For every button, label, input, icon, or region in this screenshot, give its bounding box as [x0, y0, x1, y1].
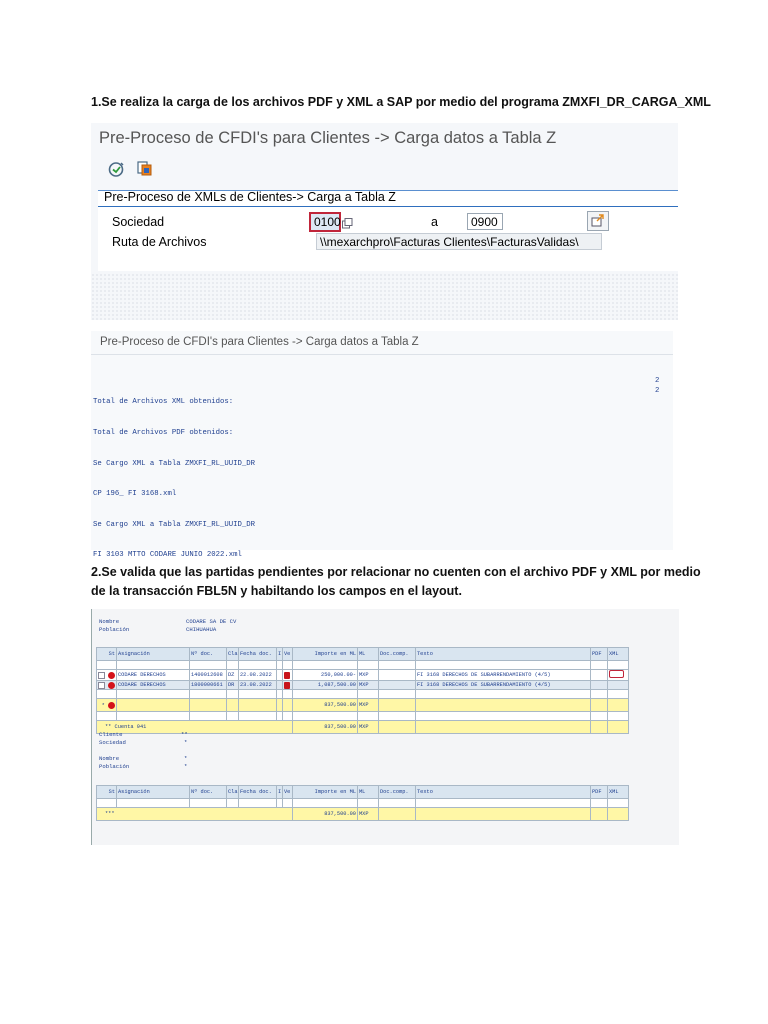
column-header[interactable]: XML [608, 648, 629, 661]
total-importe: 837,500.00 [293, 808, 358, 821]
subtotal-ml: MXP [358, 699, 379, 712]
ruta-input[interactable]: \\mexarchpro\Facturas Clientes\FacturasValidas\ [316, 233, 602, 250]
selection-panel [98, 190, 678, 271]
log-line: Total de Archivos XML obtenidos: [93, 398, 234, 407]
ml-cell: MXP [358, 670, 379, 681]
totals-table [96, 785, 629, 821]
column-header[interactable]: Nº doc. [190, 648, 227, 661]
column-header[interactable]: Cla [227, 786, 239, 799]
sociedad-label: Sociedad [112, 215, 165, 229]
pdf-cell[interactable] [591, 681, 608, 690]
log-line: Se Cargo XML a Tabla ZMXFI_RL_UUID_DR [93, 520, 256, 529]
column-header[interactable]: Cla [227, 648, 239, 661]
title-bar [91, 123, 678, 155]
nombre-label: Nombre [99, 618, 120, 625]
xml-cell[interactable] [608, 681, 629, 690]
sociedad-from-input[interactable]: 0100 [309, 212, 341, 232]
log-line: Se Cargo XML a Tabla ZMXFI_RL_UUID_DR [93, 459, 256, 468]
due-status-icon [284, 672, 290, 679]
grand-total-row[interactable] [97, 808, 629, 821]
row-checkbox[interactable] [98, 682, 105, 689]
table-spacer-row [97, 712, 629, 721]
selection-screen [91, 123, 678, 320]
step-1-text: 1.Se realiza la carga de los archivos PDF y XML a SAP por medio del programa ZMXFI_DR_CARGA_XML [91, 95, 711, 109]
nombre2-label: Nombre [99, 755, 120, 762]
log-line: CP 196_ FI 3168.xml [93, 490, 177, 499]
execute-icon[interactable] [108, 161, 125, 183]
column-header[interactable]: Ve [283, 786, 293, 799]
column-header[interactable]: Fecha doc. [239, 648, 277, 661]
cuenta-importe: 837,500.00 [293, 721, 358, 734]
pdf-count: 2 [655, 387, 660, 395]
panel-title: Pre-Proceso de XMLs de Clientes-> Carga a Tabla Z [104, 190, 396, 204]
pdf-cell[interactable] [591, 670, 608, 681]
log-line: FI 3103 MTTO CODARE JUNIO 2022.xml [93, 551, 242, 560]
log-divider [91, 354, 673, 355]
importe-cell: 250,000.00- [293, 670, 358, 681]
ruta-label: Ruta de Archivos [112, 235, 207, 249]
xml-count: 2 [655, 377, 660, 385]
cliente-label: Cliente [99, 731, 123, 738]
screen-title: Pre-Proceso de CFDI's para Clientes -> Carga datos a Tabla Z [99, 129, 557, 147]
nombre2-value: * [184, 755, 188, 762]
column-header[interactable]: Texto [416, 648, 591, 661]
row-checkbox[interactable] [98, 672, 105, 679]
poblacion-value: CHIHUAHUA [186, 626, 217, 633]
column-header[interactable]: I [277, 648, 283, 661]
ndoc-cell[interactable]: 1800000661 [190, 681, 227, 690]
column-header[interactable]: I [277, 786, 283, 799]
cuenta-total-row[interactable] [97, 721, 629, 734]
cliente-value: ** [181, 731, 188, 738]
cuenta-ml: MXP [358, 721, 379, 734]
items-table [96, 647, 629, 734]
nombre-value: CODARE SA DE CV [186, 618, 237, 625]
xml-cell[interactable] [608, 670, 629, 681]
table-spacer-row [97, 799, 629, 808]
column-header[interactable]: Texto [416, 786, 591, 799]
texto-cell: FI 3168 DERECHOS DE SUBARRENDAMIENTO (4/5) [416, 670, 591, 681]
column-header[interactable]: Fecha doc. [239, 786, 277, 799]
sociedad-value: * [184, 739, 188, 746]
fbl5n-screen [91, 609, 679, 845]
column-header[interactable]: Nº doc. [190, 786, 227, 799]
column-header[interactable]: Importe en ML [293, 786, 358, 799]
column-header[interactable]: XML [608, 786, 629, 799]
texto-cell: FI 3168 DERECHOS DE SUBARRENDAMIENTO (4/5) [416, 681, 591, 690]
open-item-status-icon [108, 702, 115, 709]
ml-cell: MXP [358, 681, 379, 690]
step-2-text-line2: de la transacción FBL5N y habiltando los campos en el layout. [91, 584, 462, 598]
log-line: Total de Archivos PDF obtenidos: [93, 429, 234, 438]
column-header[interactable]: Ve [283, 648, 293, 661]
toolbar [91, 155, 678, 185]
total-ml: MXP [358, 808, 379, 821]
table-row[interactable] [97, 670, 629, 681]
subtotal-marker: * [101, 702, 105, 709]
fecha-cell: 22.08.2022 [239, 670, 277, 681]
sociedad-label: Sociedad [99, 739, 126, 746]
poblacion2-value: * [184, 763, 188, 770]
column-header[interactable]: ML [358, 648, 379, 661]
subtotal-importe: 837,500.00 [293, 699, 358, 712]
column-header[interactable]: St [97, 786, 117, 799]
step-2-text-line1: 2.Se valida que las partidas pendientes por relacionar no cuenten con el archivo PDF y XML por medio [91, 565, 701, 579]
table-row[interactable] [97, 681, 629, 690]
column-header[interactable]: Doc.comp. [379, 786, 416, 799]
cla-cell: DZ [227, 670, 239, 681]
total-marker: *** [97, 808, 293, 821]
poblacion2-label: Población [99, 763, 130, 770]
poblacion-label: Población [99, 626, 130, 633]
column-header[interactable]: Asignación [117, 648, 190, 661]
ndoc-cell[interactable]: 1400012608 [190, 670, 227, 681]
log-lines [93, 377, 255, 581]
table-spacer-row [97, 690, 629, 699]
column-header[interactable]: PDF [591, 648, 608, 661]
table-header [97, 648, 629, 661]
panel-divider [98, 206, 678, 207]
open-item-status-icon [108, 682, 115, 689]
table-spacer-row [97, 661, 629, 670]
cuenta-label: ** Cuenta 941 [97, 721, 293, 734]
column-header[interactable]: PDF [591, 786, 608, 799]
log-screen [91, 331, 673, 560]
asignacion-cell: CODARE DERECHOS [117, 681, 190, 690]
asignacion-cell: CODARE DERECHOS [117, 670, 190, 681]
fecha-cell: 23.08.2022 [239, 681, 277, 690]
column-header[interactable]: St [97, 648, 117, 661]
column-header[interactable]: Importe en ML [293, 648, 358, 661]
sociedad-to-input[interactable]: 0900 [467, 213, 503, 230]
a-label: a [431, 215, 438, 229]
multiple-selection-icon[interactable] [342, 216, 353, 234]
subtotal-row[interactable] [97, 699, 629, 712]
column-header[interactable]: Asignación [117, 786, 190, 799]
column-header[interactable]: Doc.comp. [379, 648, 416, 661]
cla-cell: DR [227, 681, 239, 690]
column-header[interactable]: ML [358, 786, 379, 799]
due-status-icon [284, 682, 290, 689]
log-title: Pre-Proceso de CFDI's para Clientes -> Carga datos a Tabla Z [100, 336, 419, 348]
importe-cell: 1,087,500.00 [293, 681, 358, 690]
variant-icon[interactable] [136, 160, 153, 182]
empty-area [91, 273, 678, 320]
open-item-status-icon [108, 672, 115, 679]
multiple-selection-button[interactable] [587, 211, 609, 231]
table-header [97, 786, 629, 799]
